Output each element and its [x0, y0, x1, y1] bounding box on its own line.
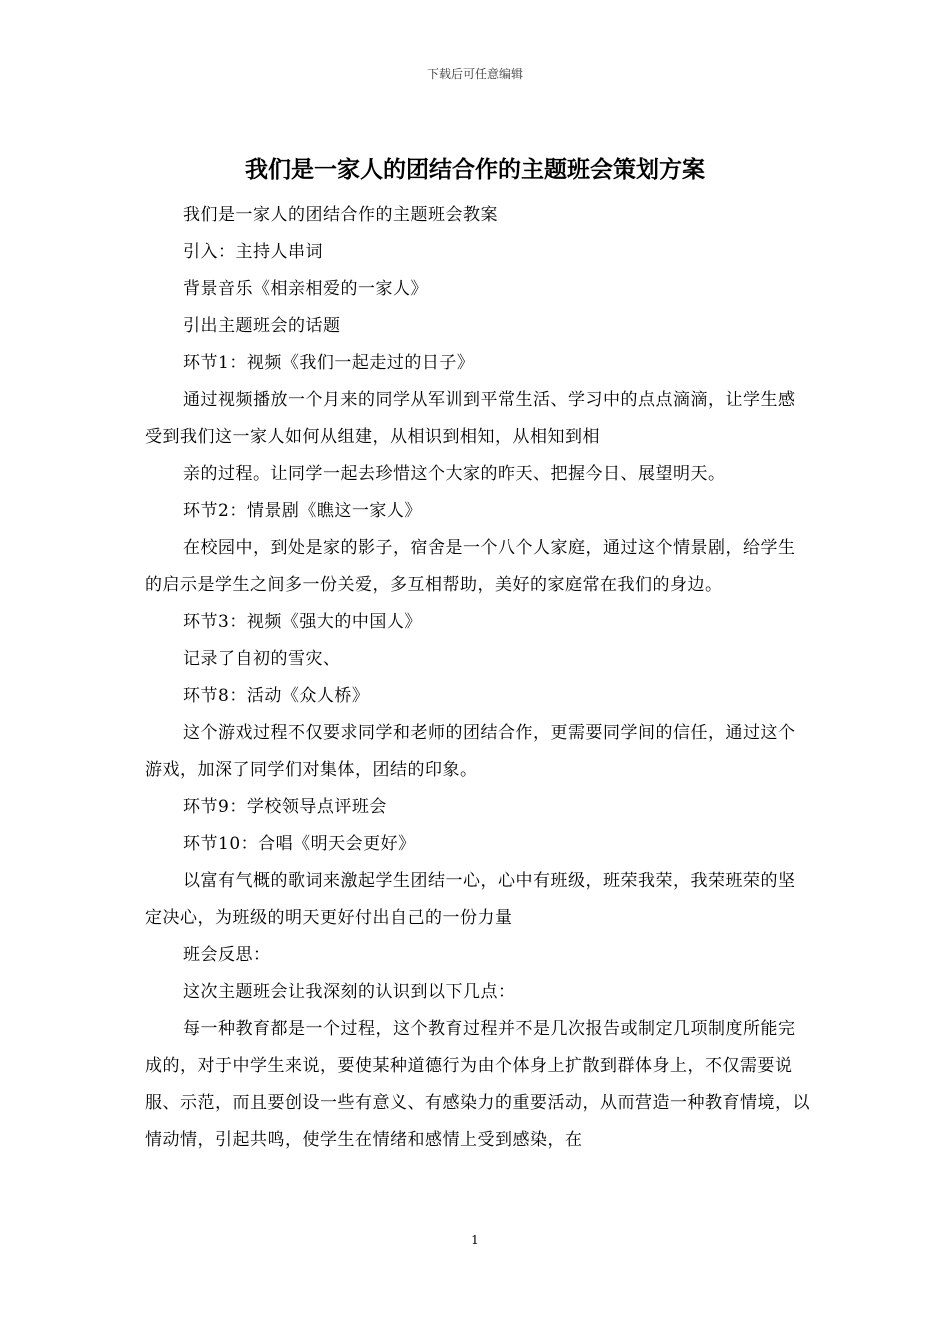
paragraph: 环节2：情景剧《瞧这一家人》: [183, 501, 422, 521]
paragraph: 通过视频播放一个月来的同学从军训到平常生活、学习中的点点滴滴，让学生感受到我们这一家人如何从组建，从相识到相知，从相知到相: [145, 390, 796, 447]
paragraph: 以富有气概的歌词来激起学生团结一心，心中有班级，班荣我荣，我荣班荣的坚定决心，为班级的明天更好付出自己的一份力量: [145, 871, 796, 928]
paragraph: 环节9：学校领导点评班会: [183, 797, 387, 817]
paragraph: 引入：主持人串词: [183, 242, 323, 262]
page-number: 1: [471, 1233, 479, 1247]
paragraph: 环节1：视频《我们一起走过的日子》: [183, 353, 475, 373]
paragraph: 班会反思：: [183, 945, 271, 965]
paragraph: 在校园中，到处是家的影子，宿舍是一个八个人家庭，通过这个情景剧，给学生的启示是学生之间多一份关爱，多互相帮助，美好的家庭常在我们的身边。: [145, 538, 796, 595]
paragraph: 背景音乐《相亲相爱的一家人》: [183, 279, 428, 299]
paragraph: 这个游戏过程不仅要求同学和老师的团结合作，更需要同学间的信任，通过这个游戏，加深了同学们对集体，团结的印象。: [145, 723, 796, 780]
paragraph: 亲的过程。让同学一起去珍惜这个大家的昨天、把握今日、展望明天。: [183, 464, 726, 484]
paragraph: 引出主题班会的话题: [183, 316, 341, 336]
paragraph: 记录了自初的雪灾、: [183, 649, 341, 669]
document-title: 我们是一家人的团结合作的主题班会策划方案: [245, 156, 705, 183]
paragraph: 环节3：视频《强大的中国人》: [183, 612, 422, 632]
paragraph: 每一种教育都是一个过程，这个教育过程并不是几次报告或制定几项制度所能完成的，对于中学生来说，要使某种道德行为由个体身上扩散到群体身上，不仅需要说服、示范，而且要创设一些有意义、有感染力的重要活动，从而营造一种教育情境，以情动情，引起共鸣，使学生在情绪和感情上受到感染，在: [145, 1019, 810, 1150]
paragraph: 环节8：活动《众人桥》: [183, 686, 370, 706]
paragraph: 环节10：合唱《明天会更好》: [183, 834, 416, 854]
document-body: [145, 197, 810, 1159]
download-note: 下载后可任意编辑: [426, 67, 523, 81]
paragraph: 这次主题班会让我深刻的认识到以下几点：: [183, 982, 516, 1002]
paragraph: 我们是一家人的团结合作的主题班会教案: [183, 205, 498, 225]
